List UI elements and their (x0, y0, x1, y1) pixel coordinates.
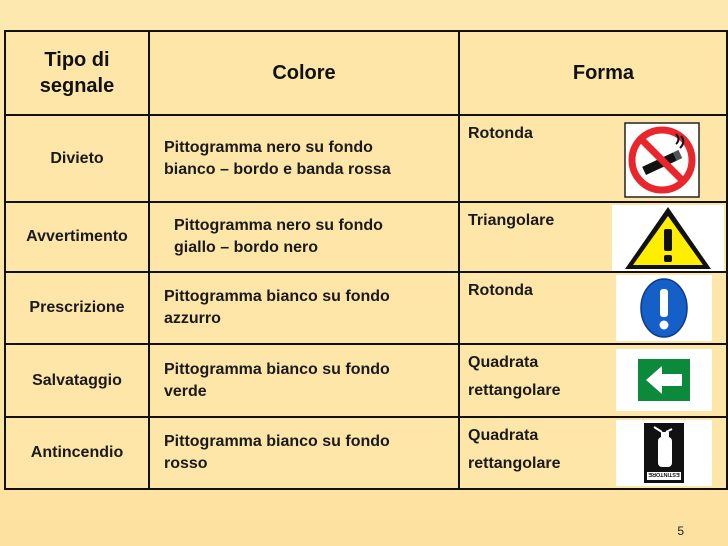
row-color-line1: Pittogramma bianco su fondo (164, 432, 390, 450)
row-color (149, 344, 459, 416)
header-type-line2: segnale (39, 75, 115, 98)
signs-table (4, 30, 728, 490)
fire-extinguisher-sign-icon (616, 420, 712, 486)
header-row (5, 31, 727, 115)
warning-exclamation-sign-icon (612, 205, 724, 271)
row-type: Antincendio (5, 417, 149, 489)
row-color-line2: giallo – bordo nero (174, 238, 319, 256)
row-shape-line1: Triangolare (468, 211, 555, 229)
row-color (149, 115, 459, 201)
row-shape (459, 202, 727, 272)
row-color (149, 272, 459, 344)
row-color-line1: Pittogramma bianco su fondo (164, 360, 390, 378)
row-type: Salvataggio (5, 344, 149, 416)
row-color-line2: verde (164, 382, 207, 400)
row-shape (459, 115, 727, 201)
extinguisher-label: ESTINTORE (648, 470, 680, 477)
header-shape: Forma (459, 31, 727, 115)
header-color: Colore (149, 31, 459, 115)
row-color (149, 417, 459, 489)
row-color-line2: azzurro (164, 310, 221, 328)
emergency-arrow-sign-icon (616, 349, 712, 411)
row-shape-line2: rettangolare (468, 382, 561, 400)
mandatory-exclamation-sign-icon (616, 275, 712, 341)
row-shape (459, 417, 727, 489)
row-shape (459, 272, 727, 344)
row-shape-line1: Quadrata (468, 426, 539, 444)
row-type: Prescrizione (5, 272, 149, 344)
no-smoking-sign-icon (612, 120, 712, 200)
row-color-line1: Pittogramma nero su fondo (164, 138, 373, 156)
table-row (5, 115, 727, 201)
row-color-line1: Pittogramma nero su fondo (174, 216, 383, 234)
row-color-line2: bianco – bordo e banda rossa (164, 160, 391, 178)
row-type: Divieto (5, 115, 149, 201)
row-color-line1: Pittogramma bianco su fondo (164, 288, 390, 306)
row-type: Avvertimento (5, 202, 149, 272)
table-row (5, 344, 727, 416)
table-row (5, 272, 727, 344)
row-color-line2: rosso (164, 454, 208, 472)
row-shape-line1: Rotonda (468, 282, 533, 300)
row-shape (459, 344, 727, 416)
row-shape-line1: Quadrata (468, 354, 539, 372)
row-shape-line2: rettangolare (468, 454, 561, 472)
header-type-line1: Tipo di (44, 49, 110, 72)
table-row (5, 202, 727, 272)
table-row (5, 417, 727, 489)
row-shape-line1: Rotonda (468, 125, 533, 143)
row-color (149, 202, 459, 272)
header-type (5, 31, 149, 115)
page-number: 5 (677, 524, 684, 538)
